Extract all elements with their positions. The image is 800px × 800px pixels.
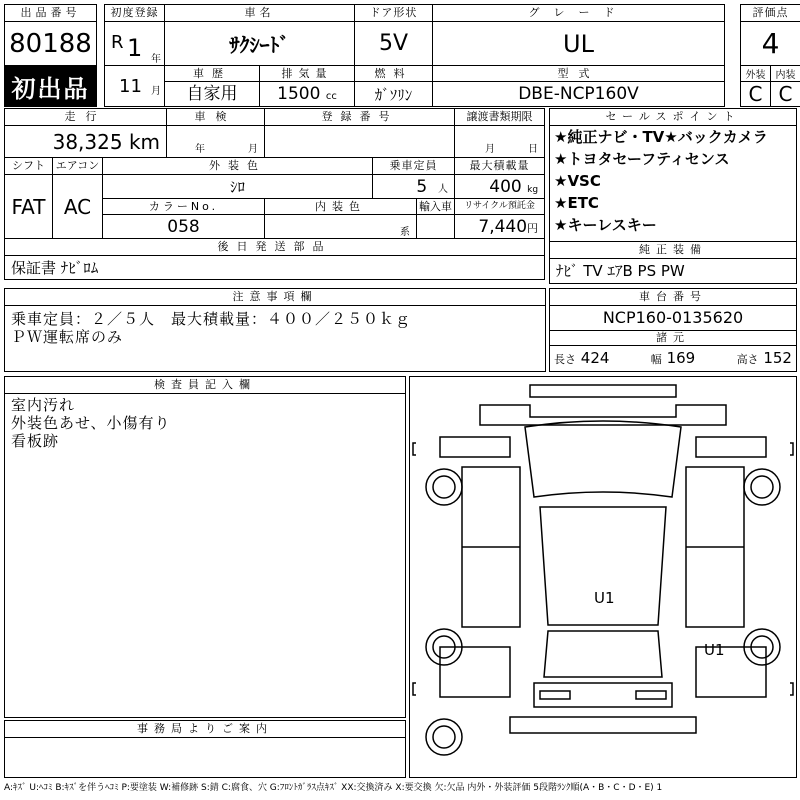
first-reg-year: 1 bbox=[127, 34, 143, 62]
mileage-label: 走行 bbox=[5, 109, 167, 126]
mileage-value: 38,325 km bbox=[5, 126, 167, 158]
header-table bbox=[4, 4, 800, 107]
interior-color-unit: 系 bbox=[265, 215, 417, 239]
color-no-value: 058 bbox=[103, 215, 265, 239]
damage-mark: U1 bbox=[704, 641, 725, 659]
transfer-day-unit: 日 bbox=[528, 144, 539, 155]
chassis-value: NCP160-0135620 bbox=[550, 306, 796, 331]
length-label: 長さ bbox=[554, 353, 576, 366]
capacity-label: 乗車定員 bbox=[373, 158, 455, 175]
sales-points-box bbox=[549, 108, 797, 242]
sales-points-label: セールスポイント bbox=[550, 109, 796, 126]
capacity-value: 5 bbox=[416, 176, 428, 197]
inspection-label: 車検 bbox=[167, 109, 265, 126]
max-load-unit: kg bbox=[527, 184, 539, 195]
displacement-unit: cc bbox=[325, 91, 337, 102]
rear-bumper bbox=[510, 717, 696, 733]
first-reg-month: 11 bbox=[119, 76, 142, 97]
first-reg-label: 初度登録 bbox=[105, 5, 165, 22]
width-value: 169 bbox=[666, 349, 696, 367]
left-front-fender bbox=[440, 437, 510, 457]
history-disp-header bbox=[165, 66, 355, 82]
shift-label: シフト bbox=[5, 158, 53, 175]
color-no-label: カラーNo. bbox=[103, 199, 265, 215]
recycle-cell bbox=[455, 215, 545, 239]
dimensions-label: 諸元 bbox=[550, 331, 796, 346]
registration-label: 登録番号 bbox=[265, 109, 455, 126]
right-front-fender bbox=[696, 437, 766, 457]
history-value: 自家用 bbox=[165, 82, 260, 106]
model-label: 型式 bbox=[433, 66, 725, 82]
inspector-box bbox=[4, 376, 406, 718]
exterior-label: 外装 bbox=[741, 66, 771, 82]
tailgate bbox=[534, 683, 672, 707]
exterior-color-value: ｼﾛ bbox=[103, 175, 373, 199]
capacity-unit: 人 bbox=[438, 183, 449, 195]
notes-box bbox=[4, 288, 546, 372]
inspection-year-unit: 年 bbox=[195, 144, 206, 155]
vehicle-info-table bbox=[4, 108, 545, 280]
inspector-label: 検査員記入欄 bbox=[5, 377, 405, 394]
dimensions-row bbox=[550, 346, 796, 372]
sales-point-item: ★VSC bbox=[554, 172, 601, 190]
wheel-front-left bbox=[426, 469, 462, 505]
grade-label: グレード bbox=[433, 5, 725, 22]
fuel-value: ｶﾞｿﾘﾝ bbox=[355, 82, 433, 107]
inspector-line: 看板跡 bbox=[11, 432, 60, 450]
sales-point-item: ★純正ナビ・TV★バックカメラ bbox=[554, 128, 768, 146]
shift-value: FAT bbox=[5, 175, 53, 239]
first-reg-month-cell bbox=[105, 66, 165, 107]
inspection-month-unit: 月 bbox=[248, 144, 259, 155]
aircon-label: エアコン bbox=[53, 158, 103, 175]
doors-value: 5V bbox=[355, 22, 433, 66]
interior-score: C bbox=[771, 82, 800, 107]
roof-outline bbox=[540, 507, 666, 625]
inspector-line: 外装色あせ、小傷有り bbox=[11, 414, 171, 432]
first-listing-badge: 初出品 bbox=[5, 66, 97, 107]
damage-code-legend: A:ｷｽﾞ U:ﾍｺﾐ B:ｷｽﾞを伴うﾍｺﾐ P:要塗装 W:補修跡 S:錆 C:腐食、穴 G:ﾌﾛﾝﾄｶﾞﾗｽ点ｷｽﾞ XX:交換済み X:要交換 欠:欠品 内外・外装評価 5段階ﾗﾝｸ順(A・B・C・D・E) 1 bbox=[4, 783, 663, 793]
first-reg-year-unit: 年 bbox=[151, 54, 161, 65]
interior-color-label: 内装色 bbox=[265, 199, 417, 215]
transfer-value bbox=[455, 126, 545, 158]
width-label: 幅 bbox=[650, 353, 662, 366]
max-load-cell bbox=[455, 175, 545, 199]
damage-mark: U1 bbox=[594, 589, 615, 607]
office-box bbox=[4, 720, 406, 778]
recycle-unit: 円 bbox=[527, 221, 539, 235]
first-reg-year-cell bbox=[105, 22, 165, 66]
sales-point-item: ★ETC bbox=[554, 194, 599, 212]
capacity-cell bbox=[373, 175, 455, 199]
sales-point-item: ★トヨタセーフティセンス bbox=[554, 150, 730, 168]
grade-value: UL bbox=[433, 22, 725, 66]
car-diagram bbox=[410, 377, 796, 777]
transfer-label: 譲渡書類期限 bbox=[455, 109, 545, 126]
aircon-value: AC bbox=[53, 175, 103, 239]
recycle-label: リサイクル預託金 bbox=[455, 199, 545, 215]
sales-point-item: ★キーレスキー bbox=[554, 216, 657, 234]
inspection-value bbox=[167, 126, 265, 158]
chassis-box bbox=[549, 288, 797, 372]
lot-number: 80188 bbox=[5, 22, 97, 66]
displacement-value: 1500 bbox=[277, 84, 321, 104]
length-value: 424 bbox=[580, 349, 610, 367]
rear-window bbox=[544, 631, 662, 677]
interior-label: 内装 bbox=[771, 66, 800, 82]
max-load-label: 最大積載量 bbox=[455, 158, 545, 175]
registration-value bbox=[265, 126, 455, 158]
score-label: 評価点 bbox=[741, 5, 800, 22]
notes-label: 注意事項欄 bbox=[5, 289, 545, 306]
front-section-outline bbox=[480, 405, 726, 425]
chassis-label: 車台番号 bbox=[550, 289, 796, 306]
lot-label: 出品番号 bbox=[5, 5, 97, 22]
max-load-value: 400 bbox=[489, 176, 522, 197]
front-bumper-outline bbox=[530, 385, 676, 397]
hood-windshield bbox=[525, 421, 681, 497]
recycle-value: 7,440 bbox=[478, 216, 528, 237]
car-name-label: 車名 bbox=[165, 5, 355, 22]
equipment-value: ﾅﾋﾞ TV ｴｱB PS PW bbox=[556, 262, 685, 280]
import-value bbox=[417, 215, 455, 239]
transfer-month-unit: 月 bbox=[485, 144, 496, 155]
height-value: 152 bbox=[763, 349, 792, 367]
displacement-cell bbox=[260, 82, 354, 106]
note-line: 乗車定員：２／５人 最大積載量：４００／２５０ｋｇ bbox=[11, 310, 412, 328]
import-label: 輸入車 bbox=[417, 199, 455, 215]
history-label: 車歴 bbox=[165, 66, 260, 81]
notes-body bbox=[5, 306, 545, 346]
model-value: DBE-NCP160V bbox=[433, 82, 725, 107]
fuel-label: 燃料 bbox=[355, 66, 433, 82]
score-value: 4 bbox=[741, 22, 800, 66]
exterior-score: C bbox=[741, 82, 771, 107]
equipment-box bbox=[549, 241, 797, 284]
equipment-label: 純正装備 bbox=[550, 242, 796, 259]
first-reg-era: R bbox=[111, 32, 124, 53]
later-parts-value: 保証書 ﾅﾋﾞﾛﾑ bbox=[5, 256, 545, 280]
wheel-front-right bbox=[744, 469, 780, 505]
spare-wheel bbox=[426, 719, 462, 755]
car-diagram-box bbox=[409, 376, 797, 778]
car-name-value: ｻｸｼｰﾄﾞ bbox=[165, 22, 355, 66]
office-label: 事務局よりご案内 bbox=[5, 721, 405, 738]
displacement-label: 排気量 bbox=[281, 67, 333, 80]
left-rear-quarter bbox=[440, 647, 510, 697]
first-reg-month-unit: 月 bbox=[151, 86, 161, 97]
later-parts-label: 後日発送部品 bbox=[5, 239, 545, 256]
history-disp-values bbox=[165, 82, 355, 107]
note-line: ＰＷ運転席のみ bbox=[11, 328, 124, 346]
exterior-color-label: 外装色 bbox=[103, 158, 373, 175]
inspector-line: 室内汚れ bbox=[11, 396, 76, 414]
height-label: 高さ bbox=[736, 353, 759, 366]
sales-points-list bbox=[550, 126, 796, 236]
inspector-body bbox=[5, 394, 405, 450]
doors-label: ドア形状 bbox=[355, 5, 433, 22]
